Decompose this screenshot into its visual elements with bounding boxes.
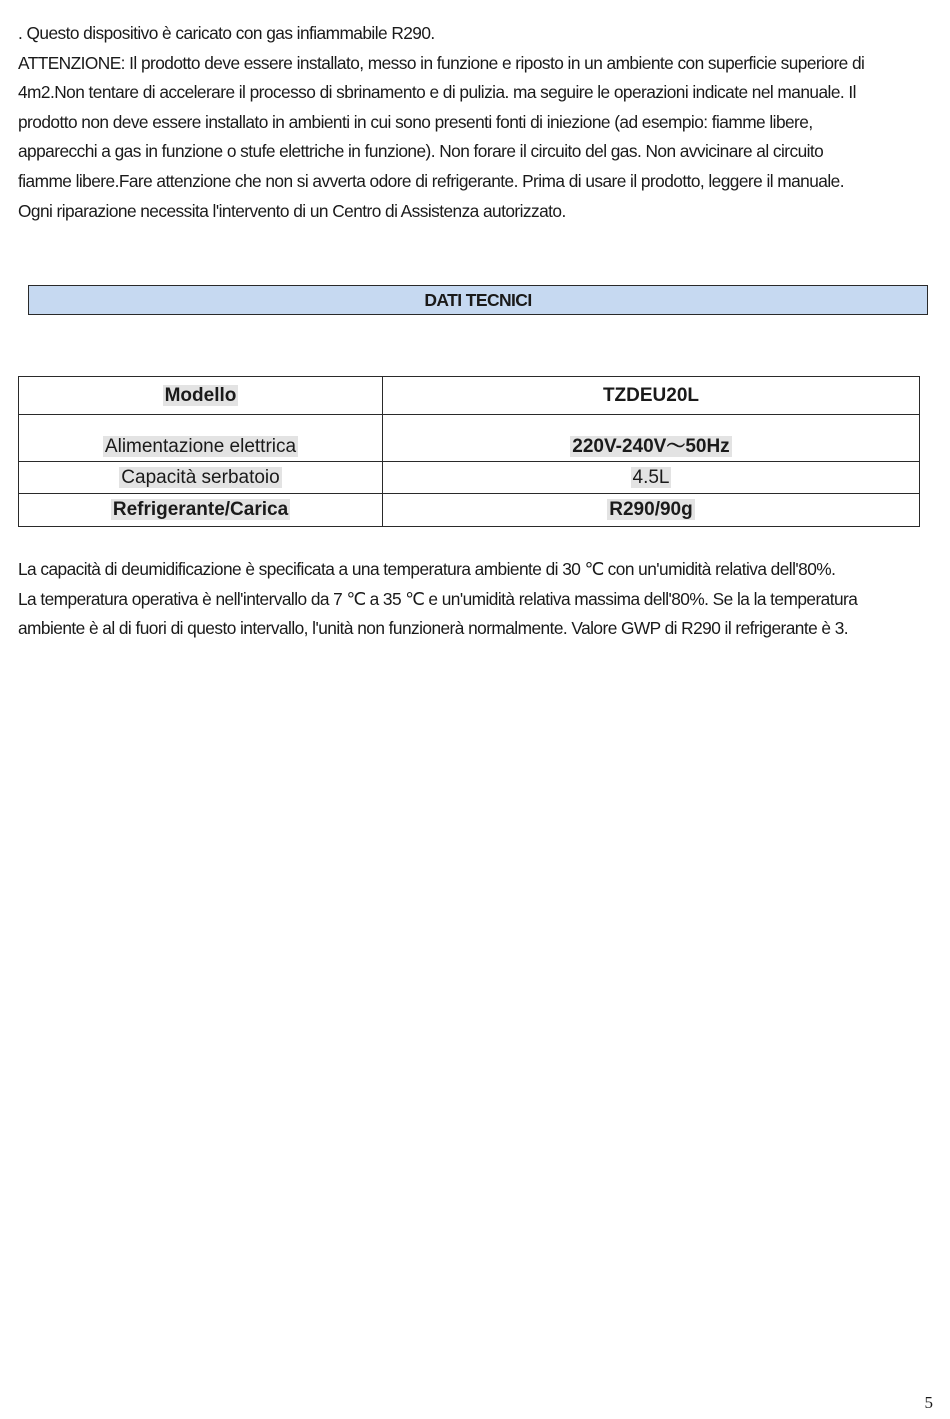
- table-row: [19, 494, 920, 527]
- table-cell: [19, 377, 383, 415]
- notes-paragraph: [18, 555, 938, 644]
- table-cell: [383, 462, 920, 494]
- power-supply-value: 220V-240V～50Hz: [572, 436, 730, 457]
- table-cell: [19, 462, 383, 494]
- warning-line: prodotto non deve essere installato in ambienti in cui sono presenti fonti di iniezione (ad esempio: fiamme libere,: [18, 111, 813, 132]
- specs-table: [18, 376, 920, 527]
- table-cell: [383, 494, 920, 527]
- table-header-row: [19, 377, 920, 415]
- refrigerant-label: Refrigerante/Carica: [112, 499, 289, 520]
- refrigerant-value: R290/90g: [609, 499, 693, 520]
- warning-paragraph: [18, 19, 938, 226]
- table-cell: [383, 415, 920, 462]
- table-cell: [19, 494, 383, 527]
- section-heading: DATI TECNICI: [28, 285, 928, 315]
- warning-line: . Questo dispositivo è caricato con gas infiammabile R290.: [18, 23, 435, 43]
- notes-line: La capacità di deumidificazione è specificata a una temperatura ambiente di 30 ℃ con un'umidità relativa dell'80%.: [18, 559, 836, 579]
- warning-line: Ogni riparazione necessita l'intervento di un Centro di Assistenza autorizzato.: [18, 200, 566, 221]
- tank-capacity-label: Capacità serbatoio: [121, 466, 280, 488]
- table-cell: [383, 377, 920, 415]
- model-value: TZDEU20L: [602, 384, 700, 406]
- notes-line: La temperatura operativa è nell'intervallo da 7 ℃ a 35 ℃ e un'umidità relativa massima dell'80%. Se la la temperatura: [18, 588, 858, 609]
- page-number: 5: [924, 1393, 933, 1412]
- table-row: [19, 462, 920, 494]
- notes-line: ambiente è al di fuori di questo intervallo, l'unità non funzionerà normalmente. Valore GWP di R290 il refrigerante è 3.: [18, 618, 849, 639]
- table-row: [19, 415, 920, 462]
- table-cell: [19, 415, 383, 462]
- tank-capacity-value: 4.5L: [632, 466, 670, 488]
- warning-line: fiamme libere.Fare attenzione che non si avverta odore di refrigerante. Prima di usare il prodotto, leggere il manuale.: [18, 170, 844, 191]
- warning-line: ATTENZIONE: Il prodotto deve essere installato, messo in funzione e riposto in un ambiente con superficie superiore di: [18, 52, 865, 73]
- power-supply-label: Alimentazione elettrica: [104, 436, 297, 457]
- warning-line: apparecchi a gas in funzione o stufe elettriche in funzione). Non forare il circuito del gas. Non avvicinare al circuito: [18, 141, 824, 162]
- model-label: Modello: [164, 384, 237, 406]
- warning-line: 4m2.Non tentare di accelerare il processo di sbrinamento e di pulizia. ma seguire le operazioni indicate nel manuale. Il: [18, 82, 856, 103]
